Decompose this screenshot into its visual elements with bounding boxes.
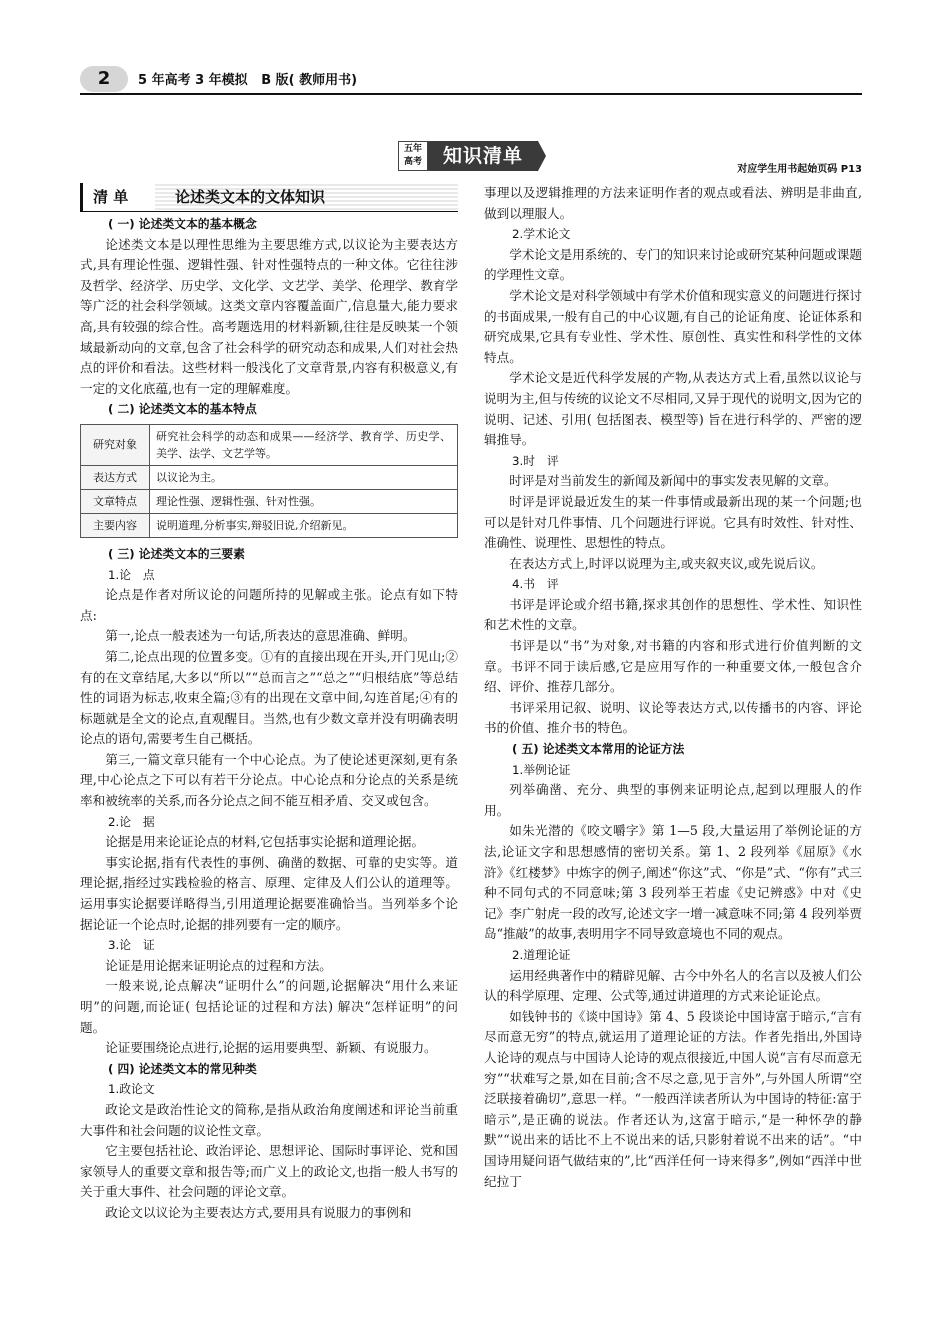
banner-arrow-icon: [538, 141, 546, 171]
paragraph: 第二,论点出现的位置多变。①有的直接出现在开头,开门见山;②有的在文章结尾,大多以“所以”“总而言之”“总之”“归根结底”等总结性的词语为标志,收束全篇;③有的出现在文章中间,勾连首尾;④有的标题就是全文的论点,直观醒目。当然,也有少数文章并没有明确表明论点的语句,需要考生自己概括。: [80, 648, 458, 747]
paragraph: 时评是评说最近发生的某一件事情或最新出现的某一个问题;也可以是针对几件事情、几个问题进行评说。它具有时效性、针对性、准确性、说理性、思想性的特点。: [484, 493, 862, 551]
subsection-title: 4.书 评: [512, 577, 559, 592]
section-title: ( 一) 论述类文本的基本概念: [108, 217, 257, 231]
table-key: 研究对象: [81, 424, 150, 465]
subsection-title: 2.道理论证: [512, 947, 571, 962]
table-row: [81, 513, 458, 537]
paragraph: 第三,一篇文章只能有一个中心论点。为了使论述更深刻,更有条理,中心论点之下可以有若干分论点。中心论点和分论点的关系是统率和被统率的关系,而各分论点之间不能互相矛盾、交叉或包含。: [80, 751, 458, 809]
page-number: 2: [80, 66, 128, 92]
table-row: [81, 424, 458, 465]
table-value: 说明道理,分析事实,辩驳旧说,介绍新见。: [150, 513, 458, 537]
table-value: 以议论为主。: [150, 465, 458, 489]
table-key: 文章特点: [81, 489, 150, 513]
paragraph: 第一,论点一般表述为一句话,所表达的意思准确、鲜明。: [105, 628, 416, 644]
knowledge-list-banner: [398, 141, 546, 171]
page-header: [80, 66, 862, 94]
paragraph: 如朱光潜的《咬文嚼字》第 1—5 段,大量运用了举例论证的方法,论证文字和思想感情的密切关系。第 1、2 段列举《屈原》《水浒》《红楼梦》中炼字的例子,阐述“你这”式、“你是”式、“你有”式三种不同句式的不同意味;第 3 段列举王若虚《史记辨惑》中对《史记》李广射虎一段的改写,论述文字一增一减意味不同;第 4 段列举贾岛“推敲”的故事,表明用字不同导致意境也不同的观点。: [484, 823, 862, 942]
subsection-title: 3.论 证: [108, 938, 155, 953]
banner-small-label: 五年 高考: [398, 141, 428, 171]
section-title: ( 四) 论述类文本的常见种类: [108, 1061, 257, 1076]
paragraph: 书评是评论或介绍书籍,探求其创作的思想性、学术性、知识性和艺术性的文章。: [484, 596, 862, 633]
subsection-title: 2.论 据: [108, 814, 155, 829]
list-tag: 清 单: [93, 188, 129, 206]
paragraph: 论据是用来论证论点的材料,它包括事实论据和道理论据。: [105, 834, 425, 850]
subsection-title: 1.政论文: [108, 1082, 155, 1097]
paragraph: 书评是以“书”为对象,对书籍的内容和形式进行价值判断的文章。书评不同于读后感,它是应用写作的一种重要文体,一般包含介绍、评价、推荐几部分。: [484, 638, 862, 695]
paragraph: 政论文是政治性论文的简称,是指从政治角度阐述和评论当前重大事件和社会问题的议论性文章。: [80, 1101, 458, 1138]
paragraph: 时评是对当前发生的新闻及新闻中的事实发表见解的文章。: [509, 473, 837, 489]
book-title: 5 年高考 3 年模拟 B 版( 教师用书): [138, 73, 358, 88]
right-column: [484, 183, 862, 1192]
section-title: ( 二) 论述类文本的基本特点: [108, 402, 257, 417]
paragraph: 列举确凿、充分、典型的事例来证明论点,起到以理服人的作用。: [484, 782, 862, 818]
subsection-title: 3.时 评: [512, 453, 559, 468]
paragraph: 学术论文是对科学领域中有学术价值和现实意义的问题进行探讨的书面成果,一般有自己的中心议题,有自己的论证角度、论证体系和研究成果,它具有专业性、学术性、原创性、真实性和科学性的文体特点。: [484, 287, 862, 365]
list-title: 论述类文本的文体知识: [175, 188, 326, 206]
features-table: [80, 424, 458, 538]
table-value: 研究社会科学的动态和成果——经济学、教育学、历史学、美学、法学、文艺学等。: [150, 424, 458, 465]
table-row: [81, 465, 458, 489]
paragraph: 论点是作者对所议论的问题所持的见解或主张。论点有如下特点:: [80, 587, 458, 623]
paragraph: 在表达方式上,时评以说理为主,或夹叙夹议,或先说后议。: [509, 555, 824, 571]
paragraph: 论述类文本是以理性思维为主要思维方式,以议论为主要表达方式,具有理论性强、逻辑性强、针对性强特点的一种文体。它往往涉及哲学、经济学、历史学、文化学、文艺学、美学、伦理学、教育学等广泛的社会科学领域。这类文章内容覆盖面广,信息量大,能力要求高,具有较强的综合性。高考题选用的材料新颖,往往是反映某一个领域最新动向的文章,包含了社会科学的研究动态和成果,人们对社会热点的评价和看法。这些材料一般浅化了文章背景,内容有积极意义,有一定的文化底蕴,也有一定的理解难度。: [80, 236, 458, 396]
subsection-title: 2.学术论文: [512, 227, 571, 242]
section-title: ( 三) 论述类文本的三要素: [108, 546, 245, 561]
subsection-title: 1.论 点: [108, 567, 155, 582]
list-title-bar: [80, 183, 458, 212]
paragraph: 论证是用论据来证明论点的过程和方法。: [105, 957, 332, 973]
table-row: [81, 489, 458, 513]
header-rule: [80, 93, 862, 95]
banner-main-label: 知识清单: [428, 141, 538, 171]
paragraph: 事实论据,指有代表性的事例、确凿的数据、可靠的史实等。道理论据,指经过实践检验的格言、原理、定律及人们公认的道理等。运用事实论据要详略得当,引用道理论据要准确恰当。当列举多个论据论证一个论点时,论据的排列要有一定的顺序。: [80, 854, 458, 932]
paragraph: 论证要围绕论点进行,论据的运用要典型、新颖、有说服力。: [105, 1040, 437, 1056]
paragraph: 如钱钟书的《谈中国诗》第 4、5 段谈论中国诗富于暗示,“言有尽而意无穷”的特点,就运用了道理论证的方法。作者先指出,外国诗人论诗的观点与中国诗人论诗的观点很接近,中国人说“言有尽而意无穷”“状难写之景,如在目前;含不尽之意,见于言外”,与外国人所谓“空泛联接着确切”,意思一样。“一般西洋读者所认为中国诗的特征:富于暗示”,是正确的说法。作者还认为,这富于暗示,“是一种怀孕的静默”“说出来的话比不上不说出来的话,只影射着说不出来的话”。“中国诗用疑问语气做结束的”,比“西洋任何一诗来得多”,例如“西洋中世纪拉丁: [484, 1008, 862, 1189]
table-key: 表达方式: [81, 465, 150, 489]
paragraph: 书评采用记叙、说明、议论等表达方式,以传播书的内容、评论书的价值、推介书的特色。: [484, 699, 862, 736]
table-value: 理论性强、逻辑性强、针对性强。: [150, 489, 458, 513]
student-book-page-ref: 对应学生用书起始页码 P13: [737, 164, 862, 175]
paragraph: 学术论文是近代科学发展的产物,从表达方式上看,虽然以议论与说明为主,但与传统的议论文不尽相同,又异于现代的说明文,因为它的说明、记述、引用( 包括图表、模型等) 旨在进行科学的、严密的逻辑推导。: [484, 370, 862, 448]
left-column: [80, 183, 458, 1224]
subsection-title: 1.举例论证: [512, 762, 571, 777]
paragraph: 学术论文是用系统的、专门的知识来讨论或研究某种问题或课题的学理性文章。: [484, 246, 862, 283]
table-key: 主要内容: [81, 513, 150, 537]
paragraph: 政论文以议论为主要表达方式,要用具有说服力的事例和: [105, 1204, 412, 1220]
paragraph: 它主要包括社论、政治评论、思想评论、国际时事评论、党和国家领导人的重要文章和报告等;而广义上的政论文,也指一般人书写的关于重大事件、社会问题的评论文章。: [80, 1143, 458, 1200]
paragraph: 一般来说,论点解决“证明什么”的问题,论据解决“用什么来证明”的问题,而论证( 包括论证的过程和方法) 解决“怎样证明”的问题。: [80, 978, 458, 1035]
section-title: ( 五) 论述类文本常用的论证方法: [512, 742, 685, 757]
paragraph: 运用经典著作中的精辟见解、古今中外名人的名言以及被人们公认的科学原理、定理、公式等,通过讲道理的方式来论证论点。: [484, 967, 862, 1004]
paragraph: 事理以及逻辑推理的方法来证明作者的观点或看法、辨明是非曲直,做到以理服人。: [484, 185, 862, 221]
